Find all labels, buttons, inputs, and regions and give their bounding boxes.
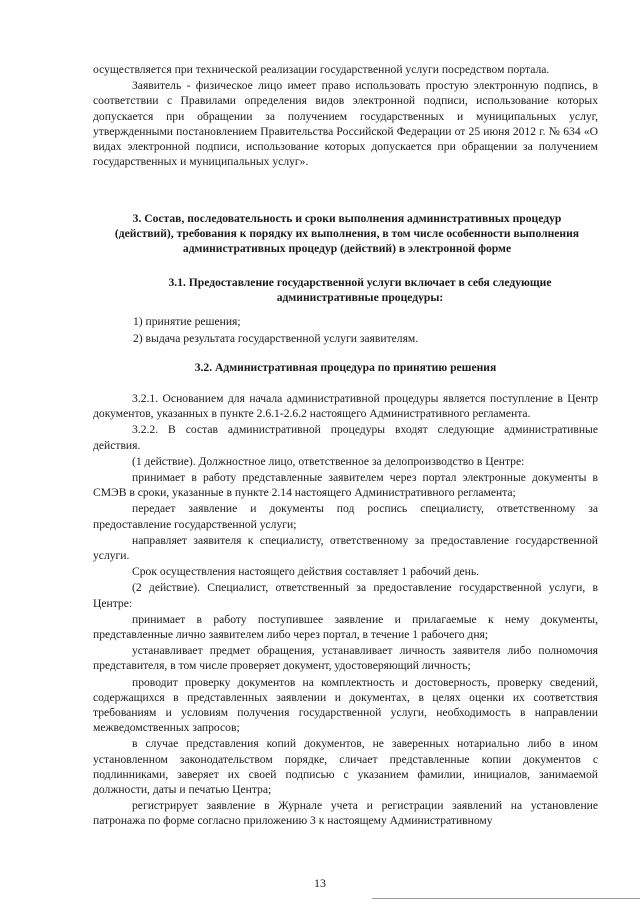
paragraph: 3.2.2. В состав административной процедуры входят следующие административные действия. (93, 423, 598, 452)
paragraph: Срок осуществления настоящего действия составляет 1 рабочий день. (132, 565, 480, 579)
paragraph: Заявитель - физическое лицо имеет право использовать простую электронную подпись, в соответствии с Правилами определения видов электронной подписи, использование которых допускается при обращении за получением государственных и муниципальных услуг, утвержденными постановлением Правительства Российской Федерации от 25 июня 2012 г. № 634 «О видах электронной подписи, использование которых допускается при обращении за получением государственных и муниципальных услуг». (93, 79, 598, 169)
section-3-1-heading-block (140, 275, 580, 305)
paragraph: 3.2.1. Основанием для начала административной процедуры является поступление в Центр документов, указанных в пункте 2.6.1-2.6.2 настоящего Административного регламента. (93, 392, 598, 421)
page-number: 13 (314, 876, 326, 890)
list-item: 1) принятие решения; (133, 315, 241, 328)
paragraph: принимает в работу поступившее заявление и прилагаемые к нему документы, представленные лично заявителем либо через портал, в течение 1 рабочего дня; (93, 612, 598, 642)
paragraph: в случае представления копий документов, не заверенных нотариально либо в ином установленном законодательством порядке, сличает представленные копии документов с подлинниками, заверяет их своей подписью с указанием фамилии, инициалов, занимаемой должности, даты и печатью Центра; (93, 737, 598, 797)
paragraph: осуществляется при технической реализации государственной услуги посредством портала. (93, 63, 550, 76)
footer-rule (372, 898, 640, 899)
paragraph: принимает в работу представленные заявителем через портал электронные документы в СМЭВ в сроки, указанные в пункте 2.14 настоящего Административного регламента; (93, 471, 598, 500)
list-item: 2) выдача результата государственной услуги заявителям. (133, 332, 419, 346)
section-3-2-heading: 3.2. Административная процедура по принятию решения (194, 361, 497, 374)
top-paragraphs (93, 62, 598, 170)
paragraph: (1 действие). Должностное лицо, ответственное за делопроизводство в Центре: (132, 454, 525, 468)
section-3-1-heading: 3.1. Предоставление государственной услуги включает в себя следующие административные процедуры: (168, 276, 552, 305)
paragraph: устанавливает предмет обращения, устанавливает личность заявителя либо полномочия представителя, в том числе проверяет документ, удостоверяющий личность; (93, 644, 598, 673)
body-paragraphs (93, 391, 598, 830)
section-3-heading: 3. Состав, последовательность и сроки выполнения административных процедур (действий), требования к порядку их выполнения, в том числе особенности выполнения административных процедур (действий) в электронной форме (114, 212, 580, 256)
paragraph: регистрирует заявление в Журнале учета и регистрации заявлений на установление патронажа по форме согласно приложению 3 к настоящему Административному (93, 799, 598, 828)
paragraph: передает заявление и документы под роспись специалисту, ответственному за предоставление государственной услуги; (93, 502, 598, 531)
procedure-list (93, 314, 598, 348)
section-3-2-heading-block (93, 360, 598, 375)
paragraph: проводит проверку документов на комплектность и достоверность, проверку сведений, содержащихся в представленных заявлении и документах, в целях оценки их соответствия требованиям и условиям получения государственной услуги, необходимость в направлении межведомственных запросов; (93, 675, 598, 735)
paragraph: (2 действие). Специалист, ответственный за предоставление государственной услуги, в Центре: (93, 581, 598, 610)
section-3-heading-block (112, 211, 582, 257)
paragraph: направляет заявителя к специалисту, ответственному за предоставление государственной услуги. (93, 533, 598, 563)
